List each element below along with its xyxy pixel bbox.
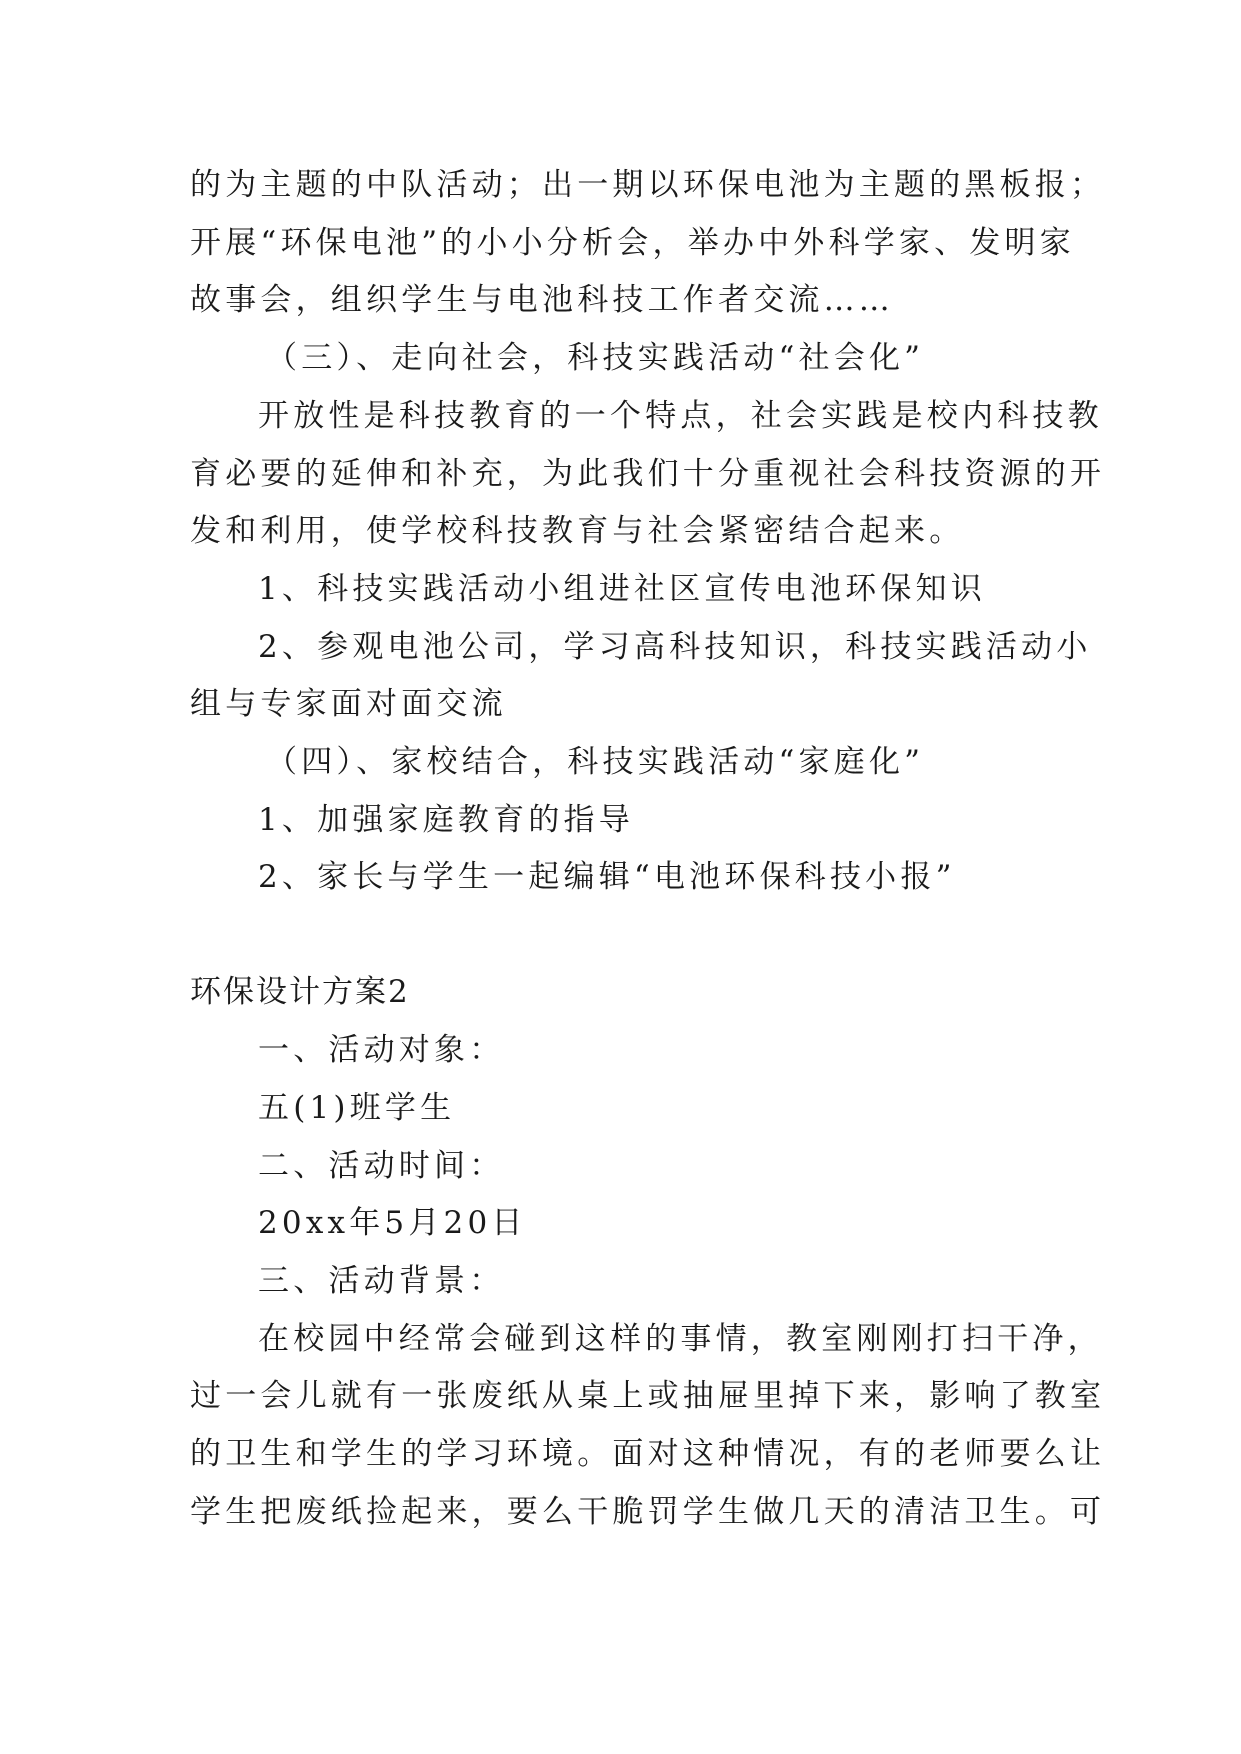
paragraph-line: 开展“环保电池”的小小分析会，举办中外科学家、发明家 bbox=[190, 225, 1075, 261]
paragraph-line: 过一会儿就有一张废纸从桌上或抽屉里掉下来，影响了教室 bbox=[190, 1378, 1106, 1414]
section-heading: （四）、家校结合，科技实践活动“家庭化” bbox=[266, 744, 925, 780]
paragraph-line: 在校园中经常会碰到这样的事情，教室刚刚打扫干净， bbox=[258, 1321, 1103, 1357]
list-item: 1、科技实践活动小组进社区宣传电池环保知识 bbox=[258, 571, 986, 607]
section-heading: 一、活动对象： bbox=[258, 1032, 505, 1068]
list-item: 2、参观电池公司，学习高科技知识，科技实践活动小 bbox=[258, 629, 1092, 665]
list-item: 1、加强家庭教育的指导 bbox=[258, 802, 634, 838]
paragraph-line: 学生把废纸捡起来，要么干脆罚学生做几天的清洁卫生。可 bbox=[190, 1494, 1106, 1530]
paragraph-line: 组与专家面对面交流 bbox=[190, 686, 507, 722]
list-item: 2、家长与学生一起编辑“电池环保科技小报” bbox=[258, 859, 956, 895]
paragraph-line: 五(1)班学生 bbox=[258, 1090, 456, 1126]
paragraph-line: 20xx年5月20日 bbox=[258, 1205, 527, 1241]
section-heading: 二、活动时间： bbox=[258, 1148, 505, 1184]
section-heading: （三）、走向社会，科技实践活动“社会化” bbox=[266, 340, 925, 376]
paragraph-line: 的为主题的中队活动；出一期以环保电池为主题的黑板报； bbox=[190, 167, 1106, 203]
paragraph-line: 开放性是科技教育的一个特点，社会实践是校内科技教 bbox=[258, 398, 1103, 434]
paragraph-line: 发和利用，使学校科技教育与社会紧密结合起来。 bbox=[190, 513, 965, 549]
document-title: 环保设计方案2 bbox=[190, 974, 410, 1010]
section-heading: 三、活动背景： bbox=[258, 1263, 505, 1299]
paragraph-line: 的卫生和学生的学习环境。面对这种情况，有的老师要么让 bbox=[190, 1436, 1106, 1472]
paragraph-line: 故事会，组织学生与电池科技工作者交流…… bbox=[190, 282, 894, 318]
paragraph-line: 育必要的延伸和补充，为此我们十分重视社会科技资源的开 bbox=[190, 456, 1106, 492]
